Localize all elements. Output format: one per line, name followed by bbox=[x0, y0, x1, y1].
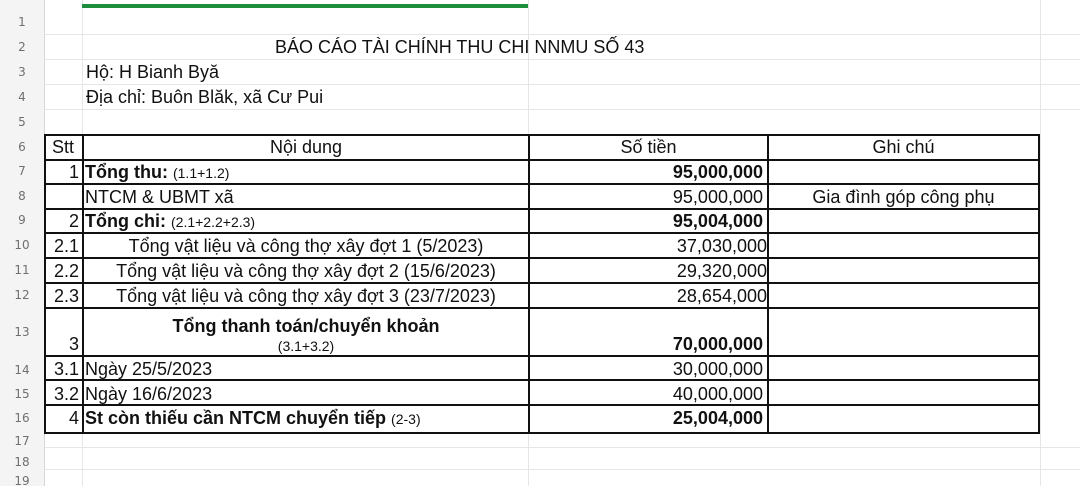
content-label: St còn thiếu cần NTCM chuyển tiếp bbox=[85, 408, 387, 428]
row-number[interactable]: 5 bbox=[18, 115, 26, 129]
content-cell[interactable]: Tổng thanh toán/chuyển khoản bbox=[172, 316, 440, 336]
stt-cell[interactable]: 4 bbox=[68, 408, 79, 428]
stt-cell[interactable]: 2 bbox=[68, 211, 79, 231]
row-number[interactable]: 12 bbox=[14, 288, 30, 302]
row-number[interactable]: 18 bbox=[14, 455, 30, 469]
formula-note: (2.1+2.2+2.3) bbox=[171, 214, 256, 230]
header-amount[interactable]: Số tiền bbox=[620, 137, 677, 157]
row-number[interactable]: 16 bbox=[14, 411, 30, 425]
header-content[interactable]: Nội dung bbox=[269, 137, 343, 157]
row-number[interactable]: 14 bbox=[14, 363, 30, 377]
table-border bbox=[44, 432, 1040, 434]
content-cell[interactable]: Ngày 25/5/2023 bbox=[85, 359, 213, 379]
stt-cell[interactable]: 2.2 bbox=[53, 261, 79, 281]
amount-cell[interactable]: 30,000,000 bbox=[672, 359, 763, 379]
grid-row-line bbox=[44, 469, 1080, 470]
content-label: Tổng chi: bbox=[85, 211, 166, 231]
row-number[interactable]: 19 bbox=[14, 474, 30, 488]
amount-cell[interactable]: 29,320,000 bbox=[676, 261, 767, 281]
table-border bbox=[767, 134, 769, 434]
table-border bbox=[44, 307, 1040, 309]
content-label: Tổng thu: bbox=[85, 162, 168, 182]
stt-cell[interactable]: 2.3 bbox=[53, 286, 79, 306]
row-number[interactable]: 1 bbox=[18, 15, 26, 29]
stt-cell[interactable]: 1 bbox=[68, 162, 79, 182]
table-border bbox=[44, 282, 1040, 284]
content-cell[interactable]: Tổng vật liệu và công thợ xây đợt 1 (5/2023) bbox=[128, 236, 484, 256]
table-border bbox=[44, 355, 1040, 357]
amount-cell[interactable]: 95,000,000 bbox=[672, 162, 763, 182]
stt-cell[interactable]: 2.1 bbox=[53, 236, 79, 256]
row-number[interactable]: 6 bbox=[18, 140, 26, 154]
header-note[interactable]: Ghi chú bbox=[872, 137, 935, 157]
formula-note: (1.1+1.2) bbox=[172, 165, 230, 181]
row-number[interactable]: 3 bbox=[18, 65, 26, 79]
header-stt[interactable]: Stt bbox=[51, 137, 74, 157]
row-number[interactable]: 10 bbox=[14, 238, 30, 252]
report-title[interactable]: BÁO CÁO TÀI CHÍNH THU CHI NNMU SỐ 43 bbox=[275, 37, 645, 57]
formula-note: (2-3) bbox=[391, 411, 421, 427]
row-number[interactable]: 4 bbox=[18, 90, 26, 104]
amount-cell[interactable]: 70,000,000 bbox=[672, 334, 763, 354]
table-border bbox=[44, 183, 1040, 185]
table-border bbox=[44, 134, 1040, 136]
row-header-column[interactable] bbox=[0, 0, 45, 486]
grid-row-line bbox=[44, 59, 1080, 60]
household-name[interactable]: Hộ: H Bianh Byă bbox=[86, 62, 220, 82]
table-border bbox=[44, 379, 1040, 381]
table-border bbox=[44, 208, 1040, 210]
row-number[interactable]: 7 bbox=[18, 164, 26, 178]
row-number[interactable]: 17 bbox=[14, 434, 30, 448]
content-cell[interactable]: Tổng vật liệu và công thợ xây đợt 3 (23/7/2023) bbox=[116, 286, 496, 306]
amount-cell[interactable]: 28,654,000 bbox=[676, 286, 767, 306]
content-cell[interactable] bbox=[85, 163, 229, 181]
formula-note[interactable]: (3.1+3.2) bbox=[277, 338, 335, 354]
row-number[interactable]: 2 bbox=[18, 40, 26, 54]
row-number[interactable]: 11 bbox=[14, 263, 30, 277]
content-cell[interactable] bbox=[85, 409, 421, 427]
table-border bbox=[82, 134, 84, 434]
amount-cell[interactable]: 37,030,000 bbox=[676, 236, 767, 256]
amount-cell[interactable]: 95,004,000 bbox=[672, 211, 763, 231]
stt-cell[interactable]: 3 bbox=[68, 334, 79, 354]
table-border bbox=[44, 159, 1040, 161]
row-number[interactable]: 13 bbox=[14, 325, 30, 339]
grid-row-line bbox=[44, 34, 1080, 35]
note-cell[interactable]: Gia đình góp công phụ bbox=[812, 187, 995, 207]
table-border bbox=[1038, 134, 1040, 434]
content-cell[interactable]: Ngày 16/6/2023 bbox=[85, 384, 213, 404]
grid-col-line bbox=[1040, 0, 1041, 486]
row-number[interactable]: 9 bbox=[18, 213, 26, 227]
grid-row-line bbox=[44, 447, 1080, 448]
grid-row-line bbox=[44, 84, 1080, 85]
row-number[interactable]: 15 bbox=[14, 387, 30, 401]
stt-cell[interactable]: 3.1 bbox=[53, 359, 79, 379]
address[interactable]: Địa chỉ: Buôn Blăk, xã Cư Pui bbox=[86, 87, 324, 107]
amount-cell[interactable]: 95,000,000 bbox=[672, 187, 763, 207]
amount-cell[interactable]: 25,004,000 bbox=[672, 408, 763, 428]
grid-row-line bbox=[44, 109, 1080, 110]
table-border bbox=[44, 404, 1040, 406]
amount-cell[interactable]: 40,000,000 bbox=[672, 384, 763, 404]
content-cell[interactable]: NTCM & UBMT xã bbox=[85, 187, 234, 207]
content-cell[interactable] bbox=[85, 212, 255, 230]
cell-selection-indicator bbox=[82, 4, 528, 8]
table-border bbox=[44, 257, 1040, 259]
content-cell[interactable]: Tổng vật liệu và công thợ xây đợt 2 (15/6/2023) bbox=[116, 261, 496, 281]
row-number[interactable]: 8 bbox=[18, 189, 26, 203]
table-border bbox=[44, 232, 1040, 234]
stt-cell[interactable]: 3.2 bbox=[53, 384, 79, 404]
